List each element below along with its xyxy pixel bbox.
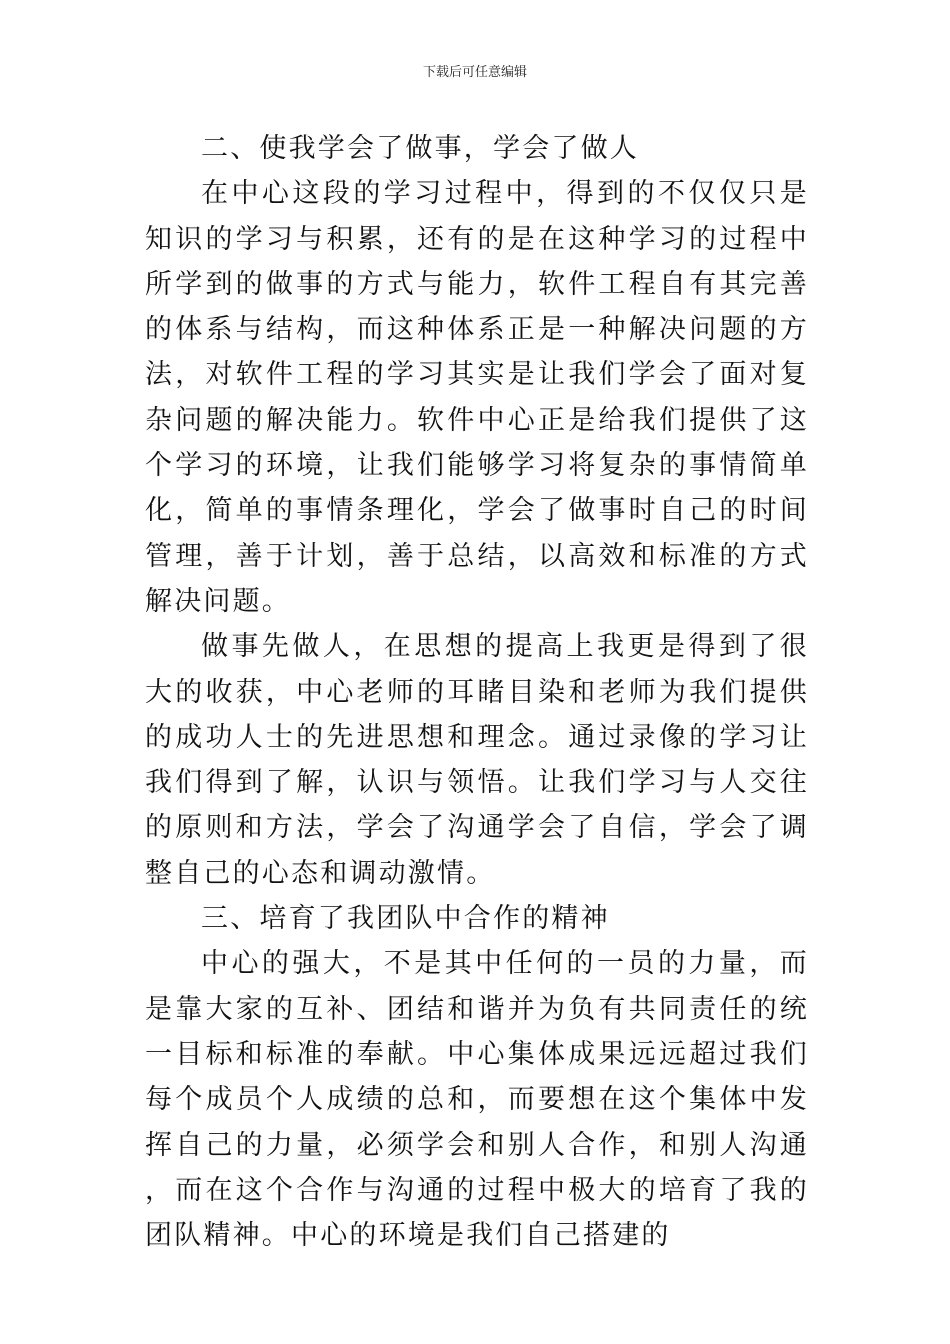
section-heading-2: 二、使我学会了做事，学会了做人 xyxy=(201,133,639,164)
page-header-note: 下载后可任意编辑 xyxy=(422,65,527,80)
body-paragraph: 中心的强大，不是其中任何的一员的力量，而是靠大家的互补、团结和谐并为负有共同责任的统一目标和标准的奉献。中心集体成果远远超过我们每个成员个人成绩的总和，而要想在这个集体中发挥自己的力量，必须学会和别人合作，和别人沟通，而在这个合作与沟通的过程中极大的培育了我的团队精神。中心的环境是我们自己搭建的 xyxy=(145,948,809,1252)
body-paragraph: 在中心这段的学习过程中，得到的不仅仅只是知识的学习与积累，还有的是在这种学习的过程中所学到的做事的方式与能力，软件工程自有其完善的体系与结构，而这种体系正是一种解决问题的方法，对软件工程的学习其实是让我们学会了面对复杂问题的解决能力。软件中心正是给我们提供了这个学习的环境，让我们能够学习将复杂的事情简单化，简单的事情条理化，学会了做事时自己的时间管理，善于计划，善于总结，以高效和标准的方式解决问题。 xyxy=(145,178,809,617)
body-paragraph: 做事先做人，在思想的提高上我更是得到了很大的收获，中心老师的耳睹目染和老师为我们提供的成功人士的先进思想和理念。通过录像的学习让我们得到了解，认识与领悟。让我们学习与人交往的原则和方法，学会了沟通学会了自信，学会了调整自己的心态和调动激情。 xyxy=(145,631,809,889)
section-heading-3: 三、培育了我团队中合作的精神 xyxy=(201,903,610,935)
document-body xyxy=(145,126,809,1258)
